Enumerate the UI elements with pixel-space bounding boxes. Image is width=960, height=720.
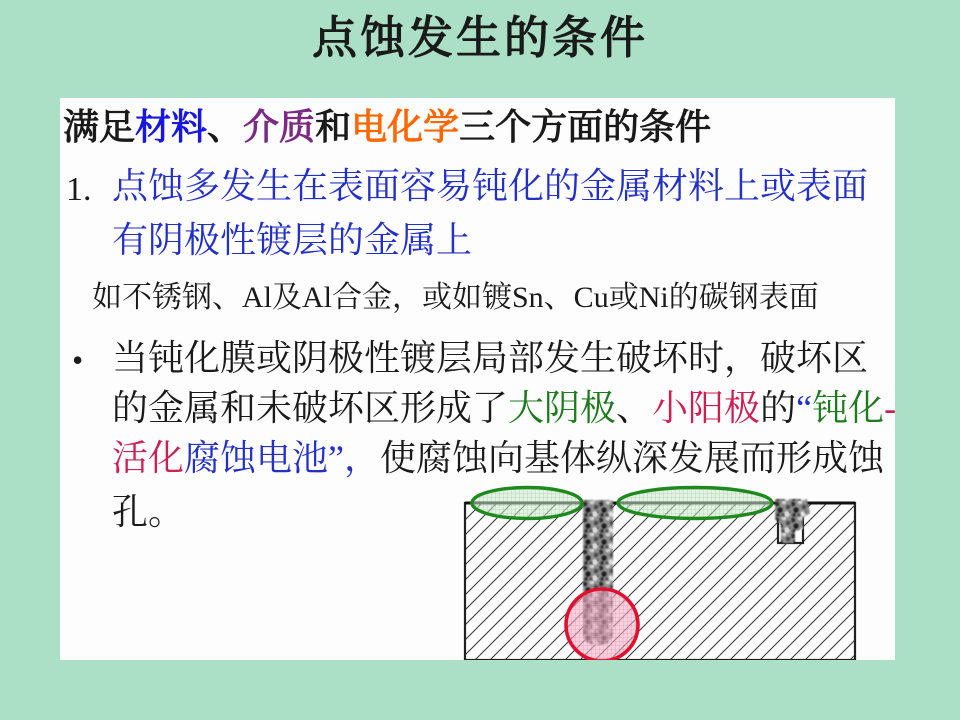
text-segment: 和: [315, 106, 352, 147]
text-segment: 、: [616, 388, 653, 428]
bullet-text-line4: 孔。: [112, 492, 185, 532]
bullet-marker: •: [72, 342, 84, 378]
text-segment: 活化: [112, 438, 185, 478]
item1-example-note: 如不锈钢、Al及Al合金，或如镀Sn、Cu或Ni的碳钢表面: [92, 281, 819, 314]
text-segment: 腐蚀电池”，: [184, 438, 380, 478]
text-segment: 、: [207, 106, 244, 147]
text-segment: 介质: [243, 106, 316, 147]
text-segment: 材料: [135, 106, 208, 147]
pitting-corrosion-diagram: [455, 485, 895, 660]
text-segment: 电化学: [351, 106, 460, 147]
slide-title: 点蚀发生的条件: [311, 13, 648, 63]
bullet-text-line1: 当钝化膜或阴极性镀层局部发生破坏时，破坏区: [112, 338, 869, 378]
text-segment: 满足: [63, 106, 136, 147]
text-segment: -: [884, 388, 897, 428]
text-segment: “: [796, 388, 813, 428]
text-segment: 钝化: [812, 388, 885, 428]
item1-text-line1: 点蚀多发生在表面容易钝化的金属材料上或表面: [112, 166, 869, 206]
text-segment: 的: [760, 388, 797, 428]
text-segment: 使腐蚀向基体纵深发展而形成蚀: [380, 438, 885, 478]
bullet-text-line3: [112, 438, 884, 479]
cathode-ellipse-right: [618, 488, 772, 519]
list-number: 1.: [66, 171, 92, 208]
intro-line: [63, 106, 711, 147]
bullet-text-line2: [112, 388, 896, 429]
text-segment: 的金属和未破坏区形成了: [112, 388, 509, 428]
content-panel: [60, 98, 895, 660]
text-segment: 三个方面的条件: [459, 106, 712, 147]
item1-text-line2: 有阴极性镀层的金属上: [112, 220, 473, 260]
text-segment: 大阴极: [508, 388, 617, 428]
cathode-ellipse-left: [472, 488, 582, 519]
text-segment: 小阳极: [652, 388, 761, 428]
